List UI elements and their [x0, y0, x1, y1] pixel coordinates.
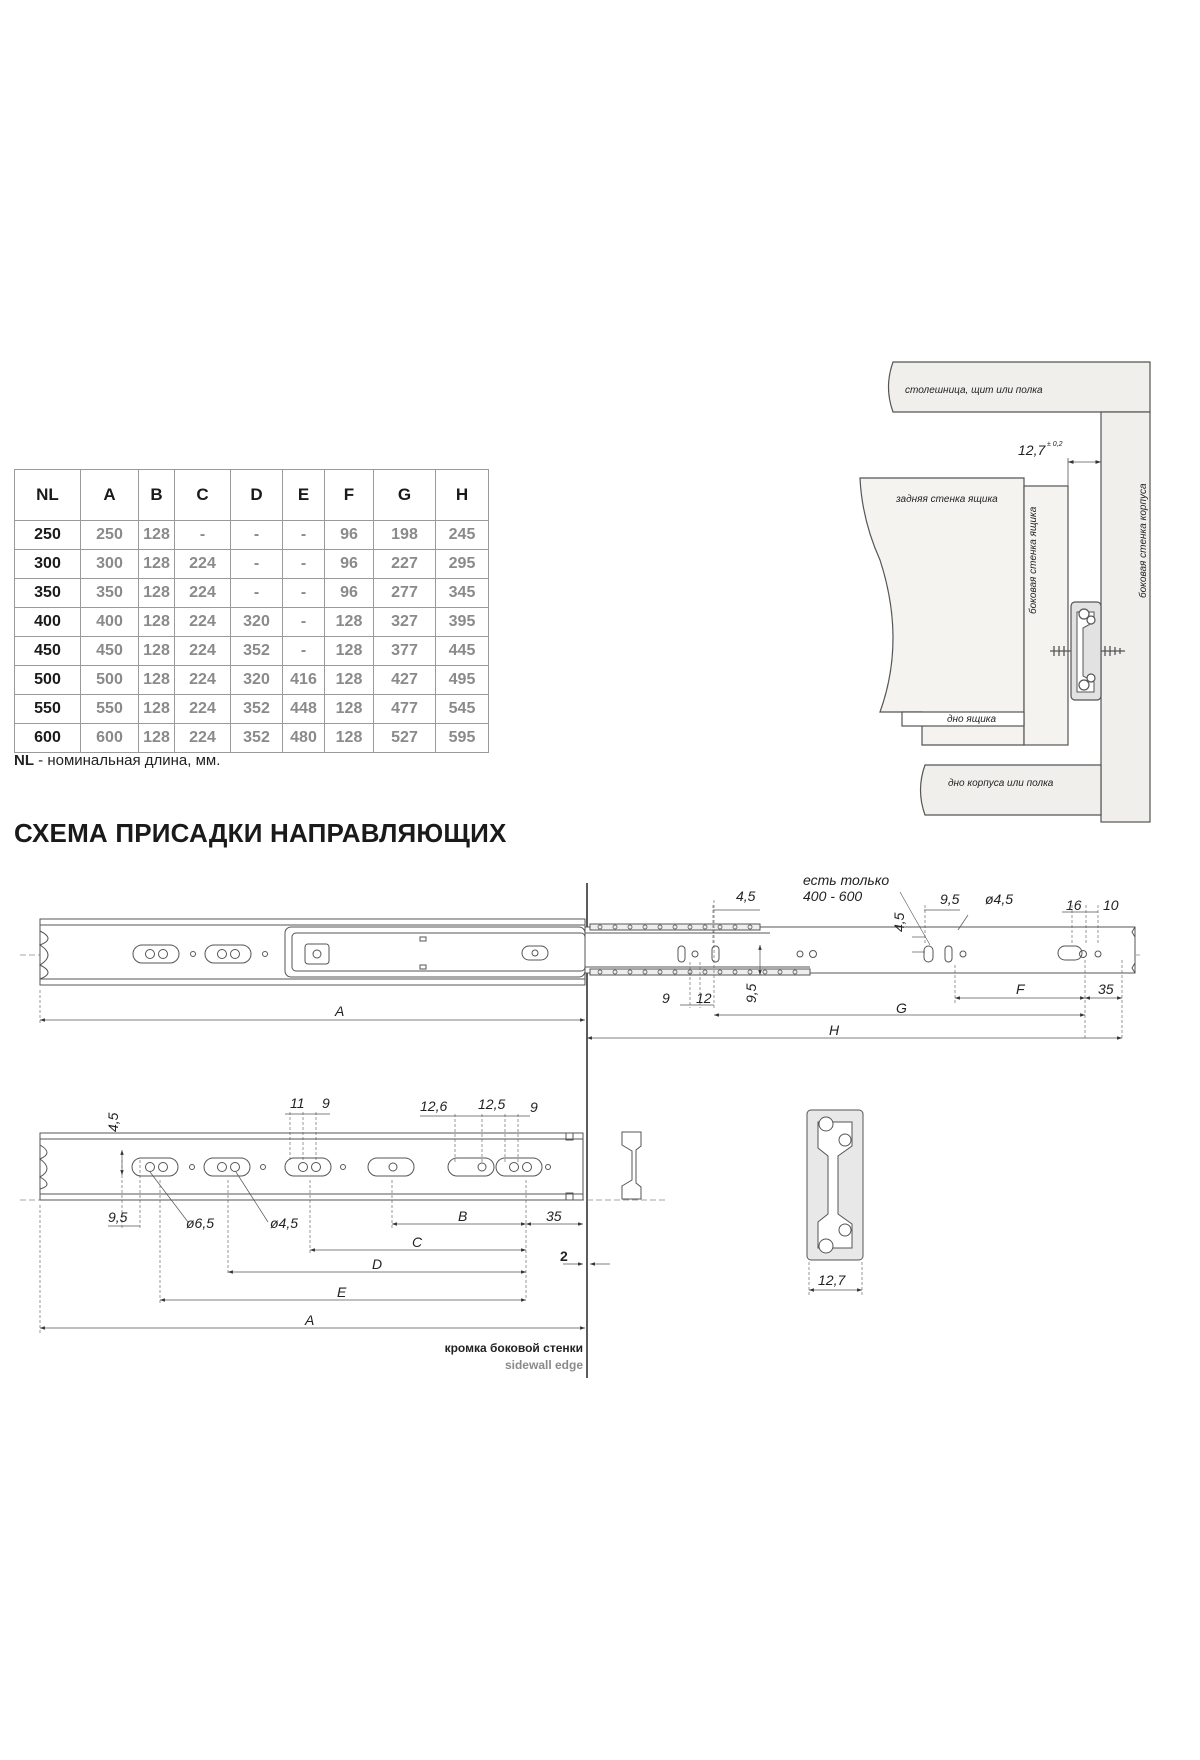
note-only-line1: есть только: [803, 872, 890, 888]
cabinet-section: [860, 362, 1150, 822]
table-cell-e: -: [283, 550, 325, 579]
dim-4-5-top: 4,5: [736, 888, 756, 904]
cabinet-bottom-label: дно корпуса или полка: [948, 778, 1054, 789]
header-b: B: [139, 470, 175, 521]
header-d: D: [231, 470, 283, 521]
header-a: A: [81, 470, 139, 521]
label-g: G: [896, 1000, 907, 1016]
table-cell-c: 224: [175, 550, 231, 579]
label-h: H: [829, 1022, 840, 1038]
table-cell-b: 128: [139, 521, 175, 550]
dim-11: 11: [290, 1095, 305, 1111]
dim-12-top: 12: [696, 990, 712, 1006]
table-cell-e: -: [283, 637, 325, 666]
table-cell-f: 128: [325, 724, 374, 753]
table-cell-a: 450: [81, 637, 139, 666]
table-cell-h: 445: [436, 637, 489, 666]
gap-tolerance: ± 0,2: [1047, 441, 1063, 448]
dim-hole-6-5: ø6,5: [186, 1215, 215, 1231]
table-cell-d: 352: [231, 724, 283, 753]
table-cell-nl: 600: [15, 724, 81, 753]
table-cell-nl: 350: [15, 579, 81, 608]
table-cell-f: 96: [325, 550, 374, 579]
header-h: H: [436, 470, 489, 521]
table-cell-d: -: [231, 550, 283, 579]
table-cell-c: -: [175, 521, 231, 550]
header-e: E: [283, 470, 325, 521]
table-cell-c: 224: [175, 724, 231, 753]
dim-16: 16: [1066, 897, 1082, 913]
table-cell-c: 224: [175, 637, 231, 666]
table-cell-b: 128: [139, 724, 175, 753]
dim-9-5-top: 9,5: [940, 891, 960, 907]
table-cell-e: 480: [283, 724, 325, 753]
table-cell-g: 527: [374, 724, 436, 753]
table-cell-c: 224: [175, 695, 231, 724]
note-abbrev: NL: [14, 752, 34, 769]
table-cell-b: 128: [139, 579, 175, 608]
table-cell-g: 198: [374, 521, 436, 550]
table-cell-a: 600: [81, 724, 139, 753]
gap-dimension: 12,7: [1018, 442, 1046, 458]
dim-12-5: 12,5: [478, 1096, 506, 1112]
table-cell-c: 224: [175, 608, 231, 637]
table-cell-e: 448: [283, 695, 325, 724]
table-cell-f: 96: [325, 521, 374, 550]
table-cell-d: -: [231, 521, 283, 550]
table-cell-b: 128: [139, 637, 175, 666]
table-cell-h: 245: [436, 521, 489, 550]
header-f: F: [325, 470, 374, 521]
table-cell-g: 377: [374, 637, 436, 666]
edge-label-ru: кромка боковой стенки: [444, 1341, 583, 1355]
dim-9-upper-a: 9: [322, 1095, 330, 1111]
table-cell-b: 128: [139, 695, 175, 724]
label-e: E: [337, 1284, 347, 1300]
table-cell-e: -: [283, 521, 325, 550]
header-c: C: [175, 470, 231, 521]
drawer-back-wall: [860, 478, 1024, 745]
table-cell-d: 352: [231, 695, 283, 724]
countertop-label: столешница, щит или полка: [905, 385, 1043, 396]
table-cell-h: 295: [436, 550, 489, 579]
table-cell-a: 500: [81, 666, 139, 695]
label-b: B: [458, 1208, 468, 1224]
dim-4-5-vertical-top: 4,5: [891, 912, 907, 932]
table-cell-nl: 250: [15, 521, 81, 550]
dim-35-top: 35: [1098, 981, 1114, 997]
table-cell-a: 400: [81, 608, 139, 637]
edge-label-en: sidewall edge: [504, 1358, 583, 1372]
table-cell-d: -: [231, 579, 283, 608]
label-c: C: [412, 1234, 423, 1250]
dim-4-5-vertical-bottom: 4,5: [105, 1112, 121, 1132]
dim-2: 2: [560, 1248, 568, 1264]
dim-9-top: 9: [662, 990, 670, 1006]
table-cell-c: 224: [175, 579, 231, 608]
profile-width-dimension: 12,7: [818, 1272, 846, 1288]
table-cell-c: 224: [175, 666, 231, 695]
note-only-line2: 400 - 600: [803, 888, 863, 904]
header-nl: NL: [15, 470, 81, 521]
table-cell-nl: 500: [15, 666, 81, 695]
table-cell-f: 128: [325, 666, 374, 695]
table-cell-g: 427: [374, 666, 436, 695]
table-cell-f: 96: [325, 579, 374, 608]
table-cell-e: -: [283, 579, 325, 608]
table-cell-nl: 550: [15, 695, 81, 724]
label-f: F: [1016, 981, 1025, 997]
table-cell-a: 350: [81, 579, 139, 608]
cabinet-bottom-panel: [921, 765, 1102, 815]
table-cell-g: 477: [374, 695, 436, 724]
table-cell-h: 495: [436, 666, 489, 695]
cabinet-side-label: боковая стенка корпуса: [1138, 483, 1149, 598]
table-cell-f: 128: [325, 608, 374, 637]
table-cell-f: 128: [325, 637, 374, 666]
table-cell-h: 395: [436, 608, 489, 637]
table-cell-b: 128: [139, 608, 175, 637]
table-cell-g: 227: [374, 550, 436, 579]
header-g: G: [374, 470, 436, 521]
label-d: D: [372, 1256, 383, 1272]
dim-12-6: 12,6: [420, 1098, 448, 1114]
dim-10: 10: [1103, 897, 1119, 913]
inner-rail: [585, 927, 1135, 973]
drawer-back-label: задняя стенка ящика: [896, 494, 998, 505]
table-cell-f: 128: [325, 695, 374, 724]
table-cell-a: 550: [81, 695, 139, 724]
label-a-top: A: [335, 1003, 345, 1019]
table-cell-e: 416: [283, 666, 325, 695]
table-cell-g: 327: [374, 608, 436, 637]
table-cell-d: 320: [231, 666, 283, 695]
table-cell-h: 595: [436, 724, 489, 753]
label-a-bottom: A: [305, 1312, 315, 1328]
cabinet-side-wall: [1101, 412, 1150, 822]
table-cell-g: 277: [374, 579, 436, 608]
table-cell-e: -: [283, 608, 325, 637]
table-cell-h: 345: [436, 579, 489, 608]
profile-section: [807, 1110, 863, 1296]
table-cell-d: 320: [231, 608, 283, 637]
slide-top-drawing: [20, 883, 1140, 1378]
dim-9-upper-b: 9: [530, 1099, 538, 1115]
note-text: - номинальная длина, мм.: [34, 752, 221, 769]
table-cell-d: 352: [231, 637, 283, 666]
table-cell-a: 300: [81, 550, 139, 579]
table-cell-nl: 400: [15, 608, 81, 637]
drawer-side-label: боковая стенка ящика: [1028, 506, 1039, 614]
table-cell-a: 250: [81, 521, 139, 550]
dim-9-5-vertical-top: 9,5: [743, 983, 759, 1003]
dim-hole-4-5-bottom: ø4,5: [270, 1215, 299, 1231]
dim-35-bottom: 35: [546, 1208, 562, 1224]
dim-hole-4-5-top: ø4,5: [985, 891, 1014, 907]
table-cell-nl: 300: [15, 550, 81, 579]
section-title: СХЕМА ПРИСАДКИ НАПРАВЛЯЮЩИХ: [14, 818, 507, 848]
table-cell-b: 128: [139, 550, 175, 579]
table-cell-nl: 450: [15, 637, 81, 666]
dim-9-5-bottom: 9,5: [108, 1209, 128, 1225]
end-bracket: [622, 1132, 641, 1199]
drawer-bottom-label: дно ящика: [947, 714, 997, 725]
table-cell-b: 128: [139, 666, 175, 695]
table-cell-h: 545: [436, 695, 489, 724]
